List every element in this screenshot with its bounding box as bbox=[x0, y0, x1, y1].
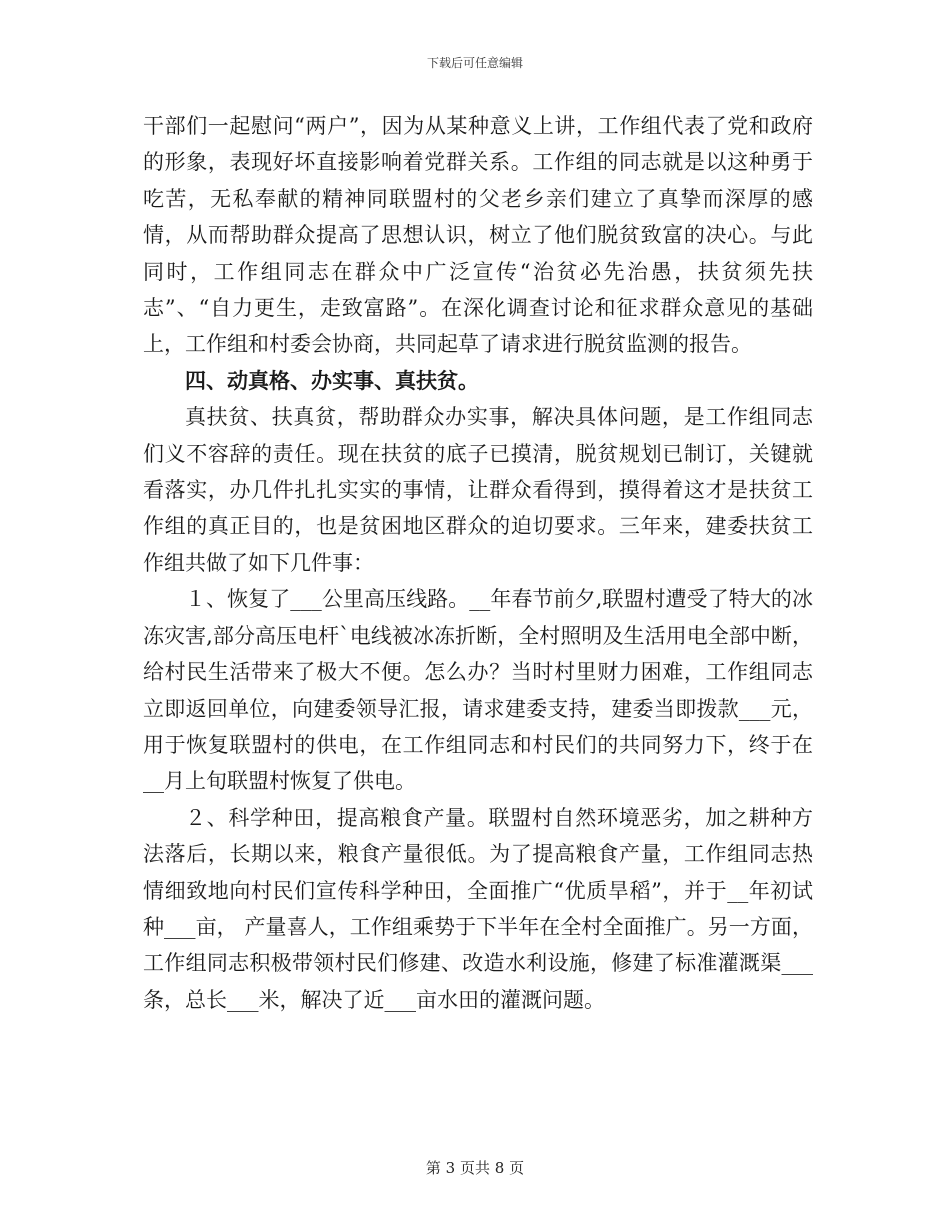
paragraph-item-1: １、恢复了___公里高压线路。__年春节前夕,联盟村遭受了特大的冰冻灾害,部分高压电杆`电线被冰冻折断，全村照明及生活用电全部中断，给村民生活带来了极大不便。怎么办？当时村里财力困难，工作组同志立即返回单位，向建委领导汇报，请求建委支持，建委当即拨款___元，用于恢复联盟村的供电，在工作组同志和村民们的共同努力下，终于在__月上旬联盟村恢复了供电。 bbox=[143, 587, 813, 794]
page-footer: 第 3 页共 8 页 bbox=[425, 1159, 525, 1177]
paragraph-item-2: ２、科学种田，提高粮食产量。联盟村自然环境恶劣，加之耕种方法落后，长期以来，粮食产量很低。为了提高粮食产量，工作组同志热情细致地向村民们宣传科学种田，全面推广“优质旱稻”，并于__年初试种___亩， 产量喜人，工作组乘势于下半年在全村全面推广。另一方面，工作组同志积极带领村民们修建、改造水利设施，修建了标准灌溉渠___条，总长___米，解决了近___亩水田的灌溉问题。 bbox=[143, 805, 813, 1012]
paragraph-intro: 真扶贫、扶真贫，帮助群众办实事，解决具体问题，是工作组同志们义不容辞的责任。现在扶贫的底子已摸清，脱贫规划已制订，关键就看落实，办几件扎扎实实的事情，让群众看得到，摸得着这才是扶贫工作组的真正目的，也是贫困地区群众的迫切要求。三年来，建委扶贫工作组共做了如下几件事： bbox=[143, 405, 813, 575]
page-header: 下载后可任意编辑 bbox=[426, 56, 523, 70]
section-heading: 四、动真格、办实事、真扶贫。 bbox=[185, 367, 479, 393]
paragraph-continuation: 干部们一起慰问“两户”，因为从某种意义上讲，工作组代表了党和政府的形象，表现好坏直接影响着党群关系。工作组的同志就是以这种勇于吃苦，无私奉献的精神同联盟村的父老乡亲们建立了真挚而深厚的感情，从而帮助群众提高了思想认识，树立了他们脱贫致富的决心。与此同时，工作组同志在群众中广泛宣传“治贫必先治愚，扶贫须先扶志”、“自力更生，走致富路”。在深化调查讨论和征求群众意见的基础上，工作组和村委会协商，共同起草了请求进行脱贫监测的报告。 bbox=[143, 114, 813, 357]
body-text bbox=[143, 108, 813, 1018]
